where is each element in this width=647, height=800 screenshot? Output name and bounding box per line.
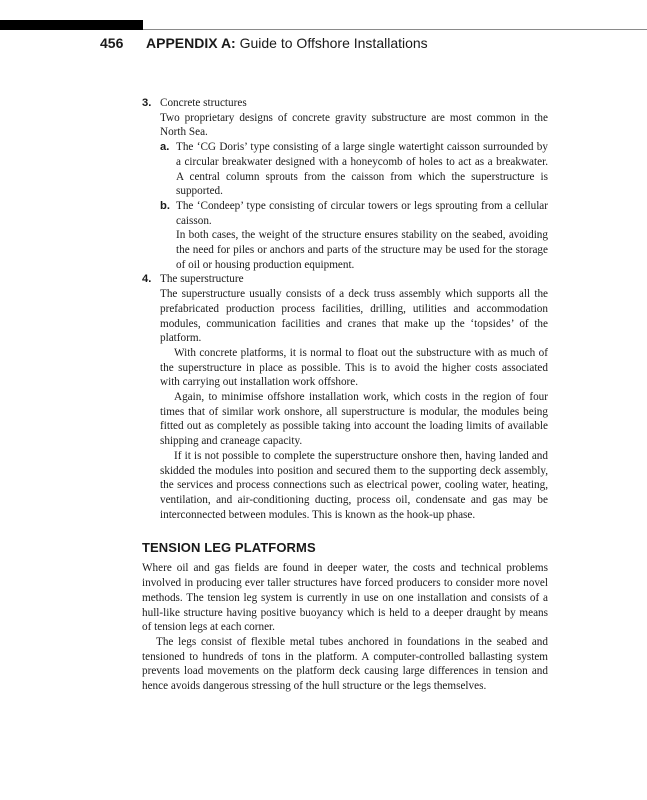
paragraph: The legs consist of flexible metal tubes anchored in foundations in the seabed and tensioned to hundreds of tons in the platform. A computer-controlled ballasting system prevents load movements on the platform deck causing large differences in tension and hence avoids dangerous stressing of the hull structure or the legs themselves. (142, 635, 548, 693)
sub-item-text: The ‘CG Doris’ type consisting of a large single watertight caisson surrounded by a circular breakwater designed with a honeycomb of holes to act as a breakwater. A central column sprouts from the caisson from which the superstructure is supported. (176, 141, 548, 198)
list-item-concrete-structures (142, 96, 548, 272)
item-intro: Two proprietary designs of concrete gravity substructure are most common in the North Sea. (160, 111, 548, 139)
sub-item-letter: a. (160, 141, 170, 154)
paragraph: Where oil and gas fields are found in deeper water, the costs and technical problems involved in producing ever taller structures have forced producers to consider more novel methods. The tension leg system is currently in use on one installation and consists of a hull-like structure having positive buoyancy which is held to a deeper draught by means of tension legs at each corner. (142, 562, 548, 634)
sub-item-condeep (160, 199, 548, 273)
sub-item-letter: b. (160, 199, 170, 212)
paragraph: Again, to minimise offshore installation work, which costs in the region of four times that of similar work onshore, all superstructure is modular, the modules being fitted out as completely as possible taking into account the loading limits of available shipping and craneage capacity. (160, 391, 548, 448)
header-rule (143, 29, 647, 30)
sub-item-cg-doris (160, 140, 548, 199)
running-head (146, 35, 428, 51)
item-number: 3. (142, 97, 152, 109)
appendix-title: Guide to Offshore Installations (239, 35, 428, 51)
appendix-label: APPENDIX A: (146, 35, 236, 51)
page-number: 456 (100, 35, 124, 51)
item-number: 4. (142, 273, 152, 286)
item-title: The superstructure (160, 273, 244, 286)
sub-item-text: The ‘Condeep’ type consisting of circular towers or legs sprouting from a cellular caisson. (176, 199, 548, 227)
paragraph: The superstructure usually consists of a deck truss assembly which supports all the prefabricated production process facilities, drilling, utilities and accommodation modules, communication facilities and cranes that make up the ‘topsides’ of the platform. (160, 288, 548, 345)
section-heading: TENSION LEG PLATFORMS (142, 540, 316, 556)
page-body (142, 96, 548, 694)
sub-item-continuation: In both cases, the weight of the structure ensures stability on the seabed, avoiding the need for piles or anchors and parts of the structure may be used for the storage of oil or housing production equipment. (176, 229, 548, 271)
list-item-superstructure (142, 272, 548, 522)
paragraph: If it is not possible to complete the superstructure onshore then, having landed and skidded the modules into position and secured them to the supporting deck assembly, the services and process connections such as electrical power, cooling water, heating, ventilation, and air-conditioning ducting, process oil, condensate and gas may be interconnected between modules. This is known as the hook-up phase. (160, 449, 548, 521)
header-bar (0, 20, 143, 30)
paragraph: With concrete platforms, it is normal to float out the substructure with as much of the superstructure in place as possible. This is to avoid the higher costs associated with carrying out installation work offshore. (160, 346, 548, 389)
item-title: Concrete structures (160, 97, 247, 109)
